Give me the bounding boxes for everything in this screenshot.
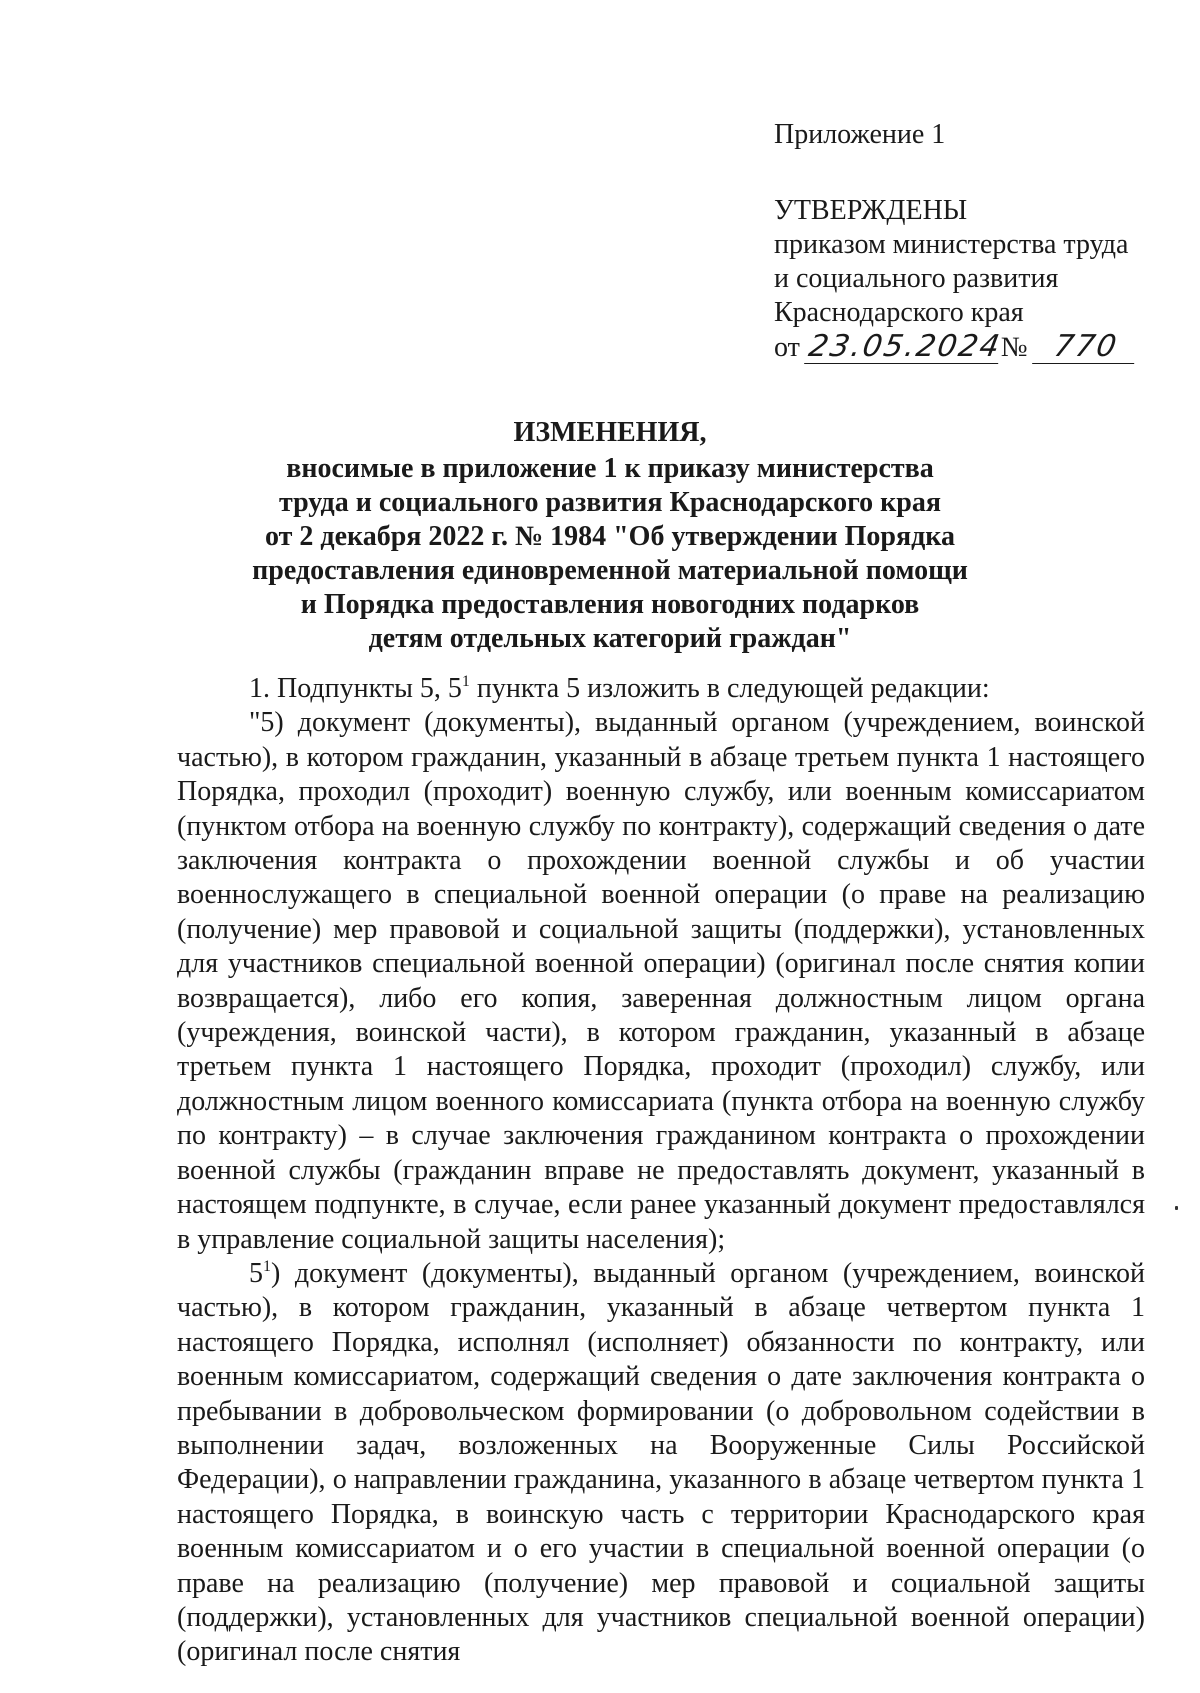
title-line-2: труда и социального развития Краснодарского края (279, 487, 941, 518)
paragraph-3 (177, 1257, 1145, 1670)
handwritten-number: 770 (1032, 331, 1140, 364)
document-title: ИЗМЕНЕНИЯ, (513, 417, 707, 448)
paragraph-3-text-a: 5 (249, 1257, 263, 1289)
document-title-block (170, 416, 1050, 656)
order-line-2: и социального развития (774, 263, 1059, 294)
approval-block (774, 118, 1174, 365)
superscript-2: 1 (263, 1257, 271, 1275)
order-line-1: приказом министерства труда (774, 229, 1129, 260)
title-line-3: от 2 декабря 2022 г. № 1984 "Об утверждении Порядка (265, 521, 955, 552)
date-number-line (774, 331, 1174, 365)
superscript-1: 1 (461, 673, 470, 690)
title-line-5: и Порядка предоставления новогодних подарков (300, 589, 920, 620)
title-line-4: предоставления единовременной материальной помощи (252, 555, 968, 586)
paragraph-1 (177, 672, 1145, 706)
handwritten-date: 23.05.2024 (805, 329, 1004, 364)
date-prefix: от (774, 332, 800, 363)
title-line-6: детям отдельных категорий граждан" (368, 623, 852, 654)
title-line-1: вносимые в приложение 1 к приказу министерства (286, 453, 934, 484)
annex-label: Приложение 1 (774, 119, 946, 150)
number-sign: № (1000, 332, 1028, 363)
paragraph-2: "5) документ (документы), выданный органом (учреждением, воинской частью), в котором гражданин, указанный в абзаце третьем пункта 1 настоящего Порядка, проходил (проходит) военную службу, или военным комиссариатом (пунктом отбора на военную службу по контракту), содержащий сведения о дате заключения контракта о прохождении военной службы и об участии военнослужащего в специальной военной операции (о праве на реализацию (получение) мер правовой и социальной защиты (поддержки), установленных для участников специальной военной операции) (оригинал после снятия копии возвращается), либо его копия, заверенная должностным лицом органа (учреждения, воинской части), в котором гражданин, указанный в абзаце третьем пункта 1 настоящего Порядка, проходит (проходил) службу, или должностным лицом военного комиссариата (пункта отбора на военную службу по контракту) – в случае заключения гражданином контракта о прохождении военной службы (гражданин вправе не предоставлять документ, указанный в настоящем подпункте, в случае, если ранее указанный документ предоставлялся в управление социальной защиты населения); (177, 707, 1145, 1255)
paragraph-3-text-b: ) документ (документы), выданный органом (учреждением, воинской частью), в котором гражданин, указанный в абзаце четвертом пункта 1 настоящего Порядка, исполнял (исполняет) обязанности по контракту, или военным комиссариатом, содержащий сведения о дате заключения контракта о пребывании в добровольческом формировании (о добровольном содействии в выполнении задач, возложенных на Вооруженные Силы Российской Федерации), о направлении гражданина, указанного в абзаце четвертом пункта 1 настоящего Порядка, в воинскую часть с территории Краснодарского края военным комиссариатом и о его участии в специальной военной операции (о праве на реализацию (получение) мер правовой и социальной защиты (поддержки), установленных для участников специальной военной операции) (оригинал после снятия (177, 1257, 1145, 1668)
document-body (177, 672, 1145, 1670)
order-line-3: Краснодарского края (774, 297, 1024, 328)
paragraph-1-text-a: 1. Подпункты 5, 5 (249, 673, 462, 704)
paragraph-1-text-b: пункта 5 изложить в следующей редакции: (469, 673, 990, 704)
approved-heading: УТВЕРЖДЕНЫ (774, 195, 968, 226)
scan-speck (1175, 1206, 1178, 1210)
